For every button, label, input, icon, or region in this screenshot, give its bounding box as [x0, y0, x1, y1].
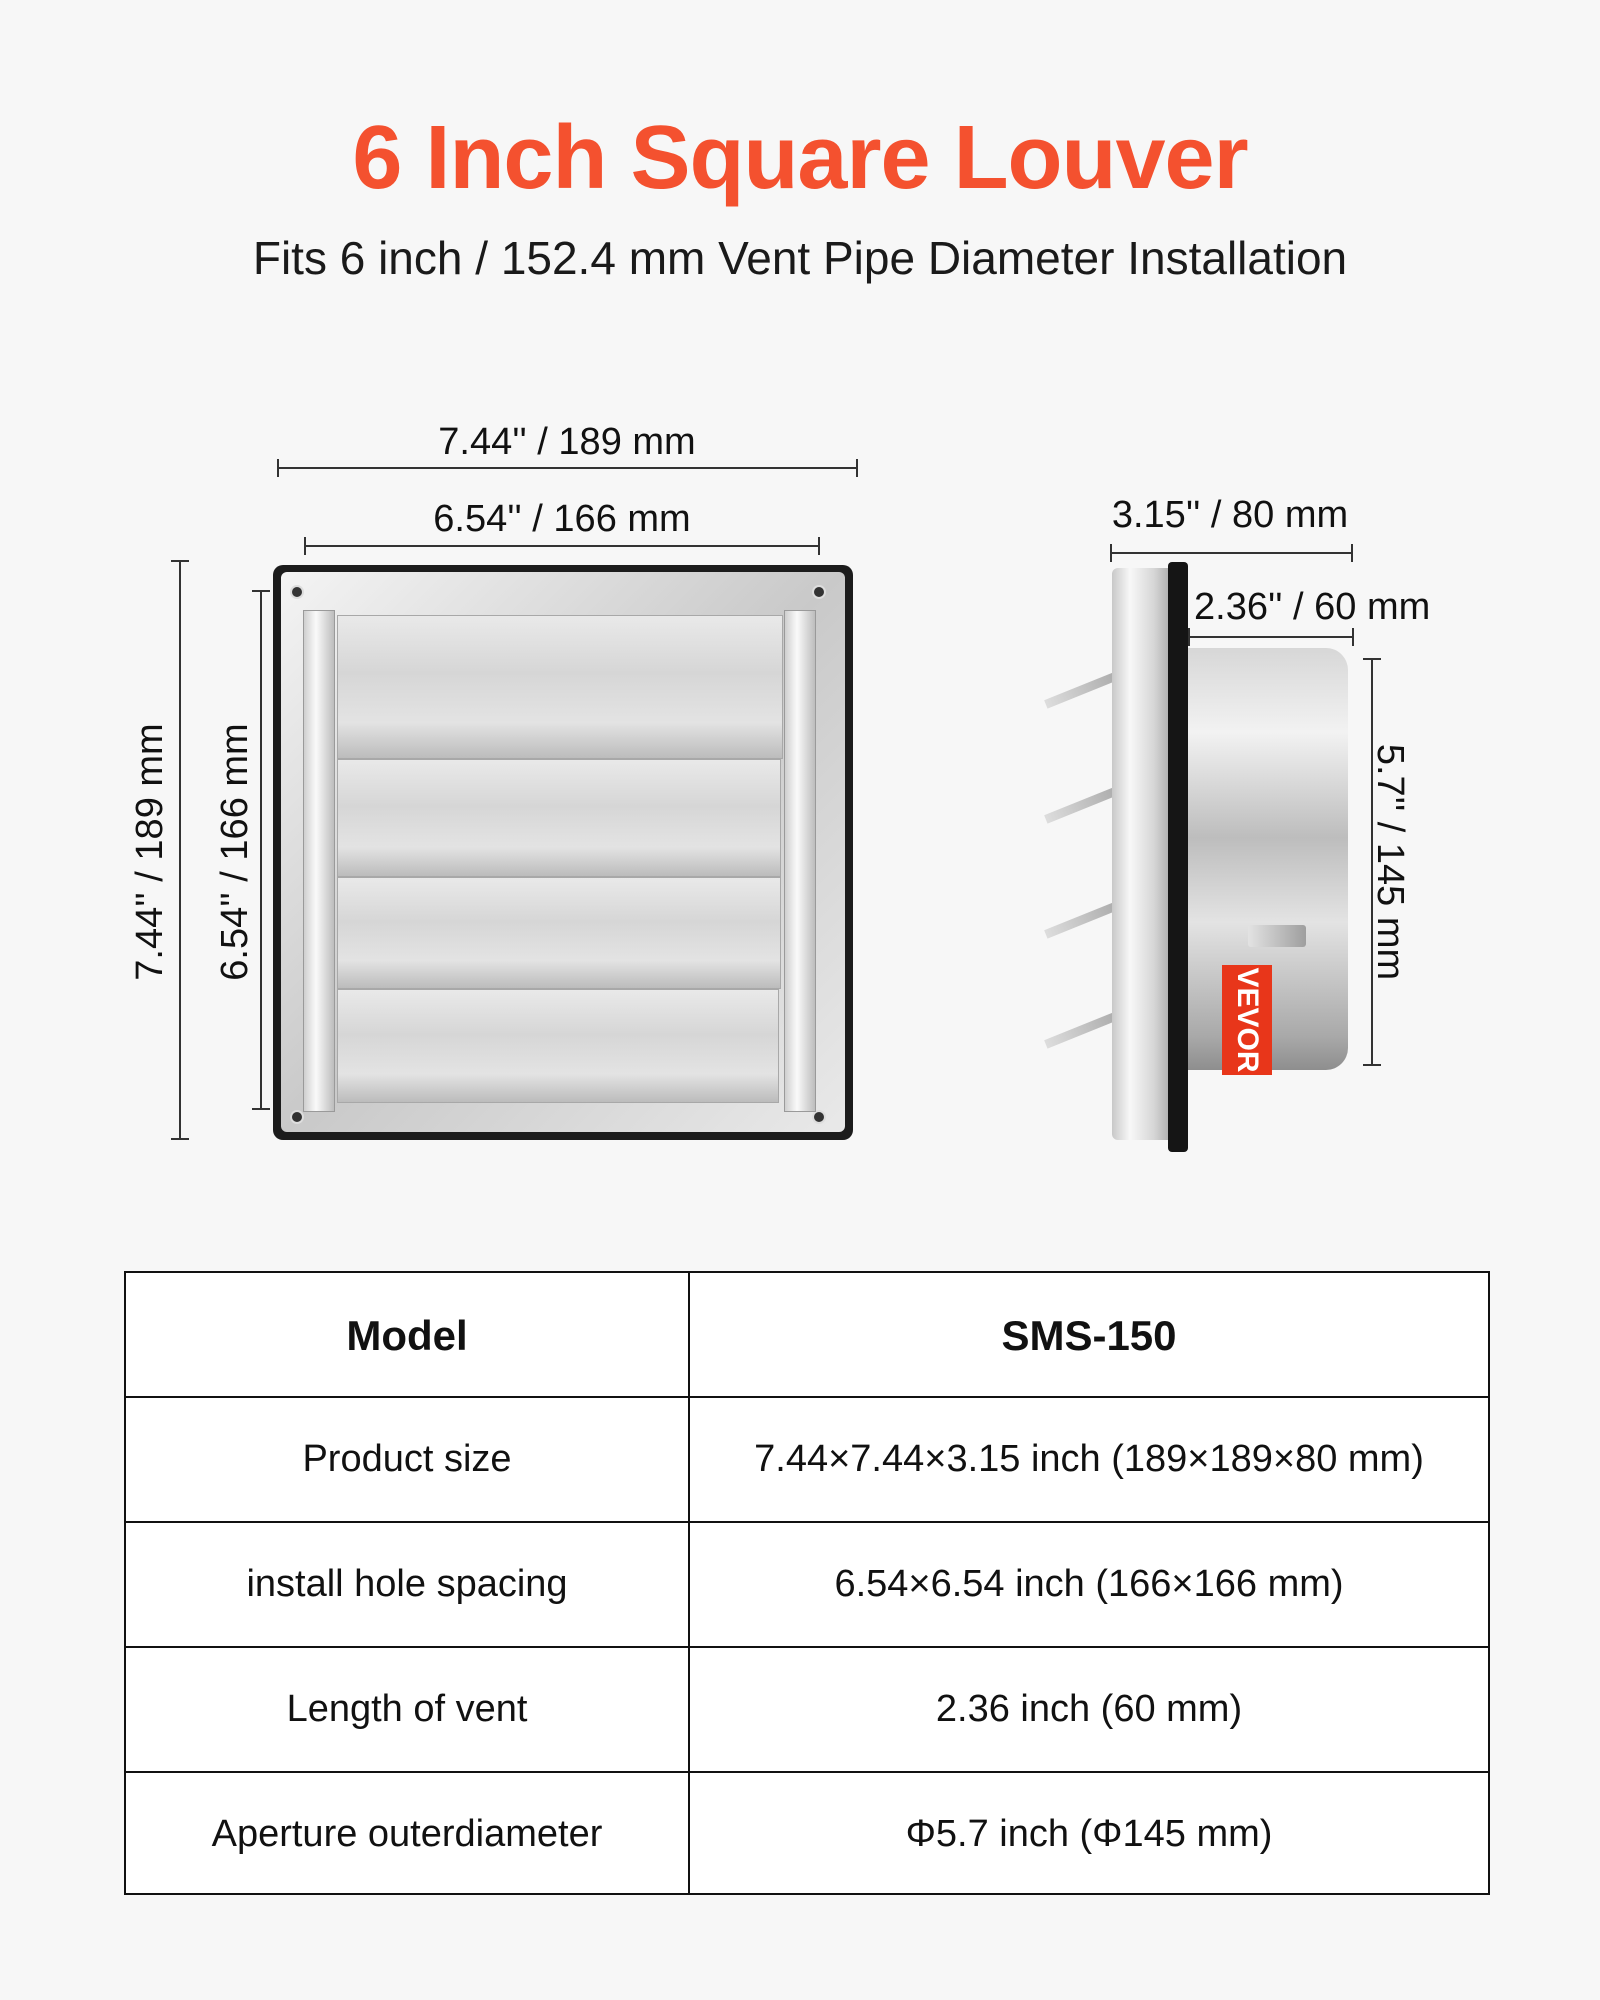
row-value: 6.54×6.54 inch (166×166 mm) — [834, 1563, 1344, 1605]
locking-tab — [1248, 925, 1306, 947]
table-header-row — [126, 1273, 1488, 1398]
row-label: install hole spacing — [126, 1523, 690, 1646]
overall-height-dimension-line — [179, 560, 181, 1140]
louver-fin — [1044, 670, 1122, 708]
overall-height-label: 7.44'' / 189 mm — [129, 723, 171, 981]
louver-fin — [1044, 1010, 1122, 1048]
louver-blade — [337, 615, 783, 759]
louver-blade — [337, 759, 781, 877]
hole-spacing-width-dimension-line — [304, 545, 820, 547]
table-row — [126, 1521, 1488, 1646]
page-title: 6 Inch Square Louver — [352, 108, 1248, 208]
row-label: Length of vent — [126, 1648, 690, 1771]
row-label: Product size — [126, 1398, 690, 1521]
vent-length-label: 2.36'' / 60 mm — [1194, 586, 1431, 628]
louver-blade — [337, 877, 781, 989]
table-header-label: Model — [126, 1273, 690, 1398]
louver-fin — [1044, 900, 1122, 938]
hole-spacing-height-dimension-line — [260, 590, 262, 1110]
hole-spacing-width-label: 6.54'' / 166 mm — [433, 498, 691, 540]
row-value: 2.36 inch (60 mm) — [935, 1688, 1243, 1730]
table-header-value: SMS-150 — [1001, 1311, 1177, 1359]
screw-hole-icon — [812, 585, 826, 599]
side-face-plate — [1112, 568, 1172, 1140]
row-value: Φ5.7 inch (Φ145 mm) — [905, 1812, 1273, 1855]
hole-spacing-height-label: 6.54'' / 166 mm — [214, 723, 256, 981]
left-rail — [303, 610, 335, 1112]
brand-logo: VEVOR — [1222, 965, 1272, 1075]
rubber-gasket — [1168, 562, 1188, 1152]
aperture-diameter-label: 5.7'' / 145 mm — [1369, 743, 1411, 981]
total-depth-dimension-line — [1110, 552, 1353, 554]
table-row — [126, 1646, 1488, 1771]
louver-fin — [1044, 785, 1122, 823]
vent-length-dimension-line — [1188, 636, 1354, 638]
screw-hole-icon — [812, 1110, 826, 1124]
screw-hole-icon — [290, 1110, 304, 1124]
table-row — [126, 1396, 1488, 1521]
row-label: Aperture outerdiameter — [126, 1773, 690, 1895]
screw-hole-icon — [290, 585, 304, 599]
page-subtitle: Fits 6 inch / 152.4 mm Vent Pipe Diameter Installation — [252, 232, 1348, 284]
row-value: 7.44×7.44×3.15 inch (189×189×80 mm) — [754, 1438, 1424, 1480]
louver-blade — [337, 989, 779, 1103]
table-row — [126, 1771, 1488, 1895]
overall-width-label: 7.44'' / 189 mm — [438, 421, 696, 463]
spec-table — [124, 1271, 1490, 1895]
overall-width-dimension-line — [277, 467, 858, 469]
right-rail — [784, 610, 816, 1112]
total-depth-label: 3.15'' / 80 mm — [1111, 494, 1349, 536]
